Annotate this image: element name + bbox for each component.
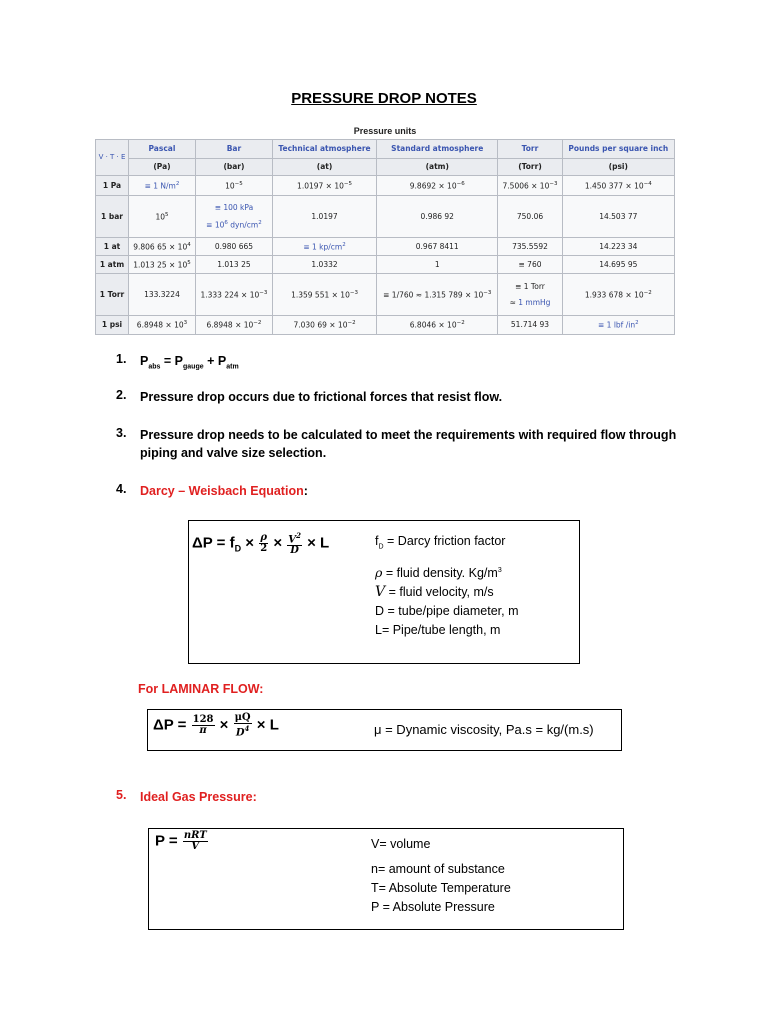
- col-header-torr[interactable]: Torr: [498, 140, 562, 159]
- table-row: [96, 316, 675, 335]
- ideal-gas-equation: P = $\frac{\text{nRT}}{V}$: [155, 830, 207, 852]
- row-label: 1 at: [96, 238, 129, 256]
- table-cell: $10^5$: [129, 196, 196, 238]
- section-heading-ideal-gas: Ideal Gas Pressure:: [140, 790, 257, 804]
- table-cell: 1: [377, 256, 498, 274]
- col-header-technical-atmosphere[interactable]: Technical atmosphere: [272, 140, 376, 159]
- pressure-units-table: [95, 139, 675, 335]
- table-cell: 0.986 92: [377, 196, 498, 238]
- table-cell: ≡ 1/760 ≈ 1.315 $789 \times 10^{-3}$: [377, 274, 498, 316]
- table-row: [96, 274, 675, 316]
- table-cell: $1.0197 \times 10^{-5}$: [272, 176, 376, 196]
- absolute-pressure-equation: $P_{abs} = P_{gauge} + P_{atm}$: [140, 354, 239, 371]
- table-cell: 14.695 95: [562, 256, 674, 274]
- table-cell: $6.8046 \times 10^{-2}$: [377, 316, 498, 335]
- table-cell: ≡ 1 lbf $/in^2$: [562, 316, 674, 335]
- row-label: 1 Pa: [96, 176, 129, 196]
- table-cell: 9.806 $65 \times 10^4$: [129, 238, 196, 256]
- table-cell: 51.714 93: [498, 316, 562, 335]
- table-cell: 1.0332: [272, 256, 376, 274]
- table-cell: $6.8948 \times 10^{-2}$: [195, 316, 272, 335]
- table-caption: Pressure units: [353, 126, 417, 136]
- table-cell: 1.013 25: [195, 256, 272, 274]
- viscosity-definition: μ = Dynamic viscosity, Pa.s = kg/(m.s): [374, 722, 594, 737]
- col-header-psi[interactable]: Pounds per square inch: [562, 140, 674, 159]
- table-row: [96, 256, 675, 274]
- darcy-definitions: $f_D$ = Darcy friction factor ρ = fluid density. $Kg/m^3$ V = fluid velocity, m/s D = tube/pipe diameter, m L= Pipe/tube length, m: [375, 534, 519, 637]
- table-cell: 1.333 $224 \times 10^{-3}$: [195, 274, 272, 316]
- laminar-equation-box: [147, 709, 622, 751]
- col-header-standard-atmosphere[interactable]: Standard atmosphere: [377, 140, 498, 159]
- table-row: [96, 238, 675, 256]
- table-cell: $7.5006 \times 10^{-3}$: [498, 176, 562, 196]
- table-cell: 0.967 8411: [377, 238, 498, 256]
- table-cell: 7.030 $69 \times 10^{-2}$: [272, 316, 376, 335]
- table-cell: $9.8692 \times 10^{-6}$: [377, 176, 498, 196]
- table-row: [96, 196, 675, 238]
- table-cell: ≡ 100 kPa ≡ $10^6$ dyn/$cm^2$: [195, 196, 272, 238]
- col-header-pascal[interactable]: Pascal: [129, 140, 196, 159]
- page-title: PRESSURE DROP NOTES: [291, 90, 477, 107]
- ideal-gas-equation-box: [148, 828, 624, 930]
- table-cell: 750.06: [498, 196, 562, 238]
- table-cell: ≡ 760: [498, 256, 562, 274]
- vte-links[interactable]: V · T · E: [96, 140, 129, 176]
- row-label: 1 Torr: [96, 274, 129, 316]
- col-abbr-pa: (Pa): [129, 159, 196, 176]
- table-cell: ≡ 1 $kp/cm^2$: [272, 238, 376, 256]
- col-abbr-atm: (atm): [377, 159, 498, 176]
- table-cell: 0.980 665: [195, 238, 272, 256]
- laminar-equation: ΔP = $\frac{128}{\pi}$ × $\frac{\mu Q}{D^4}$ × L: [153, 712, 279, 739]
- col-abbr-torr: (Torr): [498, 159, 562, 176]
- table-cell: $10^{-5}$: [195, 176, 272, 196]
- section-heading-laminar: For LAMINAR FLOW:: [138, 682, 264, 696]
- table-cell: ≡ 1 $N/m^2$: [129, 176, 196, 196]
- table-cell: 735.5592: [498, 238, 562, 256]
- table-cell: 1.0197: [272, 196, 376, 238]
- row-label: 1 psi: [96, 316, 129, 335]
- table-cell: 1.933 $678 \times 10^{-2}$: [562, 274, 674, 316]
- darcy-equation-box: [188, 520, 580, 664]
- table-cell: 1.450 $377 \times 10^{-4}$: [562, 176, 674, 196]
- ideal-gas-definitions: V= volume n= amount of substance T= Absolute Temperature P = Absolute Pressure: [371, 837, 511, 914]
- col-header-bar[interactable]: Bar: [195, 140, 272, 159]
- table-cell: ≡ 1 Torr ≈ 1 mmHg: [498, 274, 562, 316]
- table-cell: 14.503 77: [562, 196, 674, 238]
- table-cell: 133.3224: [129, 274, 196, 316]
- table-cell: $6.8948 \times 10^3$: [129, 316, 196, 335]
- col-abbr-at: (at): [272, 159, 376, 176]
- row-label: 1 atm: [96, 256, 129, 274]
- col-abbr-bar: (bar): [195, 159, 272, 176]
- section-heading-darcy: Darcy – Weisbach Equation: [140, 484, 304, 498]
- table-cell: 1.359 $551 \times 10^{-3}$: [272, 274, 376, 316]
- darcy-equation: $\Delta P = f_D$ × $\frac{\rho}{2}$ × $\frac{V^2}{D}$ × L: [192, 531, 330, 557]
- table-cell: 14.223 34: [562, 238, 674, 256]
- table-cell: 1.013 $25 \times 10^5$: [129, 256, 196, 274]
- col-abbr-psi: (psi): [562, 159, 674, 176]
- table-row: [96, 176, 675, 196]
- row-label: 1 bar: [96, 196, 129, 238]
